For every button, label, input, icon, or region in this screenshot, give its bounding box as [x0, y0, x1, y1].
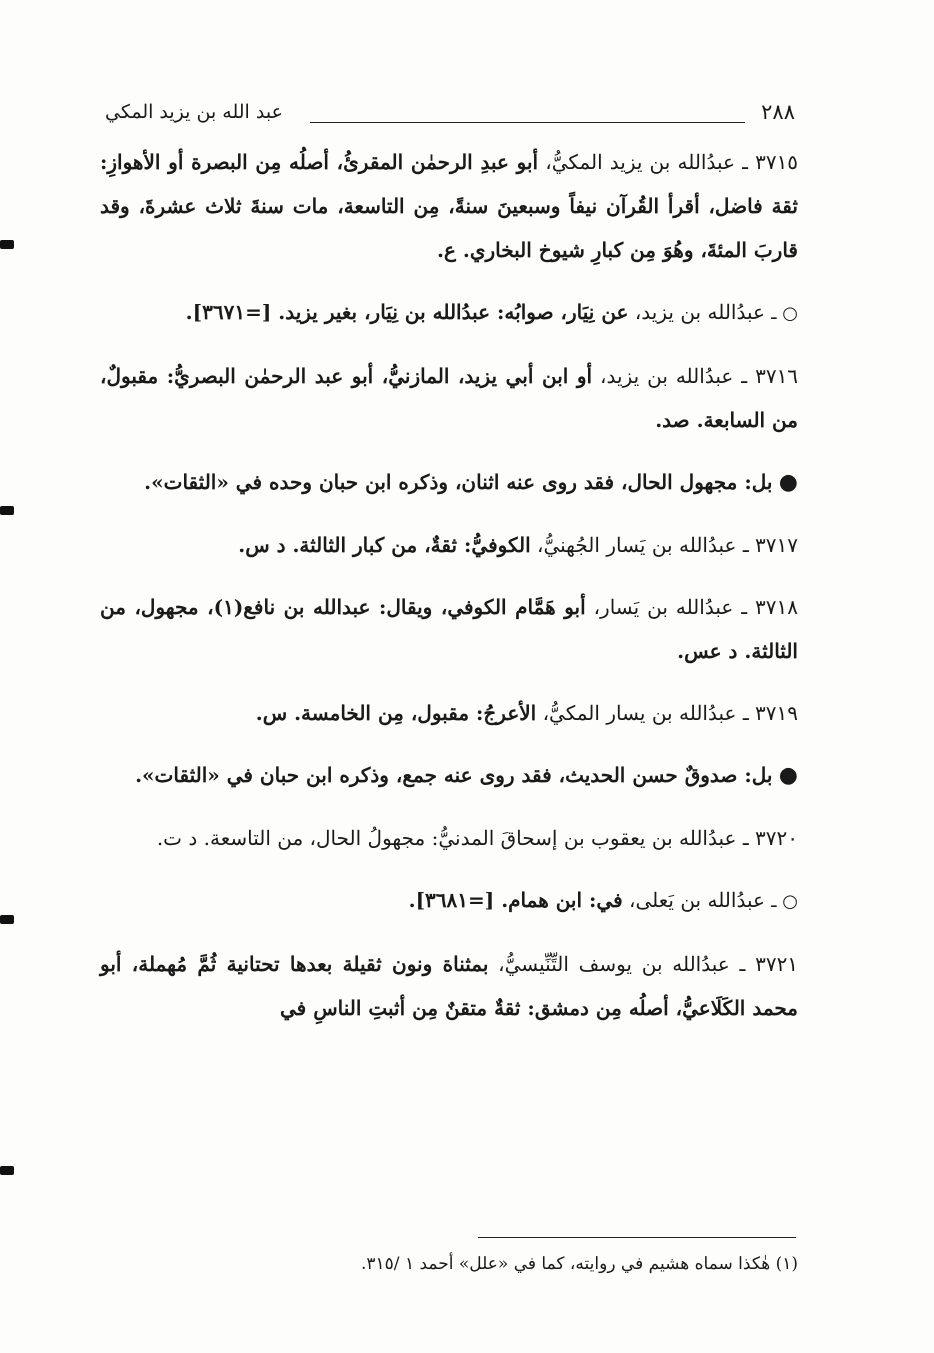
- entry-text: مجهولُ الحال، من التاسعة. د ت.: [156, 826, 426, 850]
- entry-text: الأعرجُ: مقبول، مِن الخامسة. س.: [255, 701, 537, 725]
- entry-text: أبو عبدِ الرحمٰن المقرئُ، أصلُه مِن البصرة أو الأهوازِ: ثقة فاضل، أقرأ القُرآن نيفاً وسبعينَ سنةً، مِن التاسعة، مات سنةَ ثلاث عشرةَ، وقد قاربَ المئةَ، وهُوَ مِن كبارِ شيوخ البخاري. ع.: [100, 150, 798, 262]
- entry-name: عبدُالله بن يسار المكيُّ،: [542, 701, 737, 725]
- running-title: عبد الله بن يزيد المكي: [105, 101, 283, 123]
- editor-note-1: [100, 460, 798, 505]
- entry-3721: [100, 942, 798, 1030]
- entry-text: بل: مجهول الحال، فقد روى عنه اثنان، وذكره ابن حبان وحده في «الثقات».: [144, 470, 773, 494]
- entry-number: ٣٧٢١ ـ: [739, 952, 799, 976]
- entry-text: أو ابن أبي يزيد، المازنيُّ، أبو عبد الرحمٰن البصريُّ: مقبولٌ، من السابعة. صد.: [100, 364, 798, 432]
- entry-text: بل: صدوقٌ حسن الحديث، فقد روى عنه جمع، وذكره ابن حبان في «الثقات».: [135, 763, 773, 787]
- margin-mark: [0, 915, 14, 924]
- margin-mark: [0, 1166, 14, 1175]
- footnote: (١) هٰكذا سماه هشيم في روايته، كما في «علل» أحمد ١ /٣١٥.: [360, 1254, 798, 1274]
- entry-3720: [100, 816, 798, 860]
- entry-text: الكوفيُّ: ثقةٌ، من كبار الثالثة. د س.: [238, 533, 531, 557]
- margin-mark: [0, 506, 14, 515]
- margin-mark: [0, 240, 14, 249]
- page-number: ٢٨٨: [761, 100, 795, 124]
- entry-name: عبدُالله بن يوسف التِّنِّيسيُّ،: [498, 952, 730, 976]
- entry-text: بمثناة ونون ثقيلة بعدها تحتانية ثُمَّ مُهملة، أبو محمد الكَلَاعيُّ، أصلُه مِن دمشق: ثقةٌ متقنٌ مِن أثبتِ الناسِ في: [100, 952, 798, 1020]
- entry-marker: ○ ـ: [771, 891, 798, 912]
- entry-name: عبدُالله بن يَسار الجُهنيُّ،: [537, 533, 737, 557]
- page-body: [100, 140, 798, 1048]
- entry-3717: [100, 523, 798, 567]
- entry-ref-1: [100, 290, 798, 336]
- entry-text: أبو هَمَّام الكوفي، ويقال: عبدالله بن نافع(١)، مجهول، من الثالثة. د عس.: [100, 595, 798, 663]
- header-rule: [310, 122, 745, 123]
- entry-number: ٣٧١٥ ـ: [742, 150, 799, 174]
- entry-ref-2: [100, 878, 798, 924]
- entry-3718: [100, 585, 798, 673]
- entry-3716: [100, 354, 798, 442]
- entry-marker: ○ ـ: [771, 303, 798, 324]
- entry-number: ٣٧١٨ ـ: [741, 595, 798, 619]
- entry-text: عن نِيَار، صوابُه: عبدُالله بن نِيَار، بغير يزيد. [=٣٦٧١].: [185, 300, 629, 324]
- entry-name: عبدُالله بن يزيد المكيُّ،: [545, 150, 735, 174]
- entry-name: عبدُالله بن يزيد،: [600, 364, 734, 388]
- entry-number: ٣٧١٧ ـ: [742, 533, 798, 557]
- entry-number: ٣٧١٦ ـ: [741, 364, 799, 388]
- entry-name: عبدُالله بن يعقوب بن إسحاقَ المدنيُّ:: [431, 826, 737, 850]
- entry-number: ٣٧١٩ ـ: [742, 701, 798, 725]
- entry-text: في: ابن همام. [=٣٦٨١].: [408, 888, 623, 912]
- entry-3715: [100, 140, 798, 272]
- entry-name: عبدُالله بن يَعلى،: [629, 888, 765, 912]
- entry-name: عبدُالله بن يزيد،: [634, 300, 765, 324]
- entry-3719: [100, 691, 798, 735]
- page-header: [105, 100, 795, 132]
- bullet-marker: ●: [778, 470, 798, 495]
- editor-note-2: [100, 753, 798, 798]
- entry-number: ٣٧٢٠ ـ: [742, 826, 798, 850]
- footnote-rule: [478, 1237, 796, 1238]
- bullet-marker: ●: [778, 763, 798, 788]
- entry-name: عبدُالله بن يَسار،: [593, 595, 734, 619]
